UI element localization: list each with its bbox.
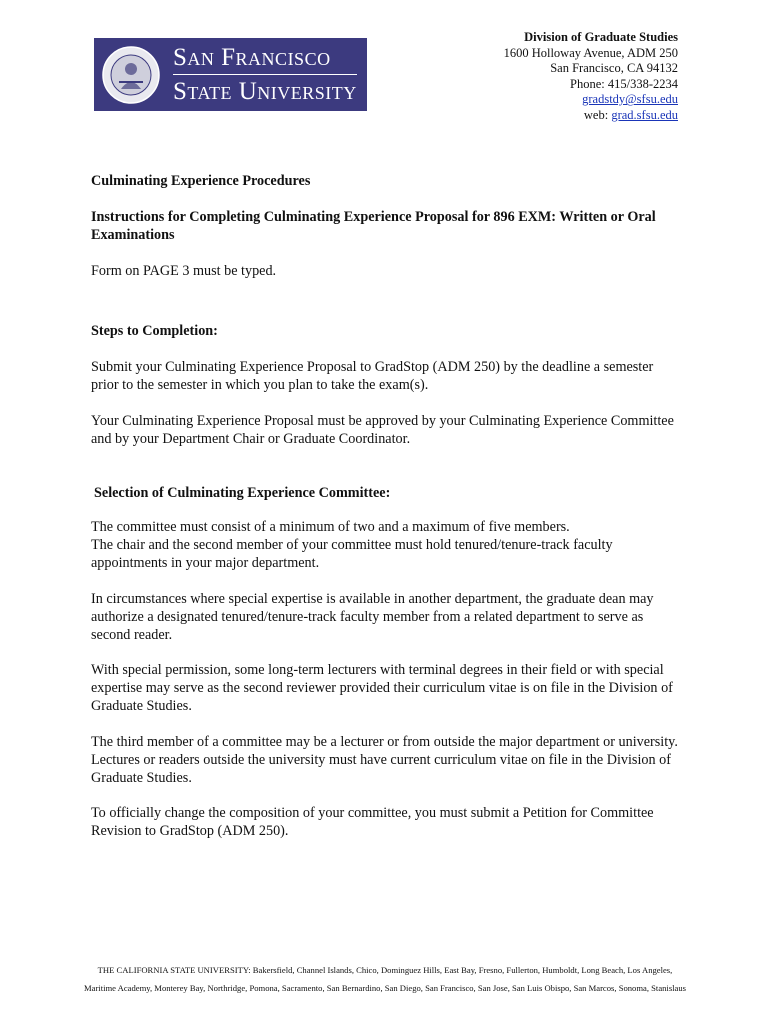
city-address: San Francisco, CA 94132: [550, 61, 678, 76]
web-link[interactable]: grad.sfsu.edu: [611, 107, 678, 122]
footer-campuses-line-1: THE CALIFORNIA STATE UNIVERSITY: Bakersfield, Channel Islands, Chico, Dominguez Hills, East Bay, Fresno, Fullerton, Humboldt, Long Beach, Los Angeles,: [97, 965, 673, 975]
committee-paragraph-4: The third member of a committee may be a lecturer or from outside the major department or university. Lectures or readers outside the university must have current curriculum vitae on file in the Division of Graduate Studies.: [91, 734, 678, 786]
steps-paragraph-1: Submit your Culminating Experience Proposal to GradStop (ADM 250) by the deadline a semester prior to the semester in which you plan to take the exam(s).: [91, 359, 654, 393]
logo-line-san-francisco: San Francisco: [173, 45, 357, 75]
university-logo: [94, 38, 367, 111]
street-address: 1600 Holloway Avenue, ADM 250: [503, 45, 678, 60]
footer-campuses-line-2: Maritime Academy, Monterey Bay, Northridge, Pomona, Sacramento, San Bernardino, San Diego, San Francisco, San Jose, San Luis Obispo, San Marcos, Sonoma, Stanislaus: [83, 983, 687, 993]
phone-number: Phone: 415/338-2234: [570, 76, 678, 91]
committee-paragraph-1a: The committee must consist of a minimum of two and a maximum of five members.: [91, 519, 570, 535]
email-link[interactable]: gradstdy@sfsu.edu: [582, 92, 678, 107]
contact-address-block: [504, 30, 678, 124]
logo-line-state-university: State University: [173, 78, 357, 105]
committee-paragraph-1b: The chair and the second member of your committee must hold tenured/tenure-track faculty appointments in your major department.: [91, 537, 613, 571]
web-label: web:: [583, 107, 612, 122]
page-heading: Culminating Experience Procedures: [91, 173, 311, 189]
committee-paragraph-2: In circumstances where special expertise is available in another department, the graduate dean may authorize a designated tenured/tenure-track faculty member from a related department to serve as second reader.: [91, 591, 654, 643]
steps-heading: Steps to Completion:: [91, 323, 218, 339]
instructions-heading: Instructions for Completing Culminating Experience Proposal for 896 EXM: Written or Oral Examinations: [91, 209, 656, 243]
form-note: Form on PAGE 3 must be typed.: [91, 263, 277, 279]
committee-paragraph-3: With special permission, some long-term lecturers with terminal degrees in their field or with special expertise may serve as the second reviewer provided their curriculum vitae is on file in the Division of Graduate Studies.: [91, 662, 673, 714]
committee-paragraph-5: To officially change the composition of your committee, you must submit a Petition for Committee Revision to GradStop (ADM 250).: [91, 805, 654, 839]
department-name: Division of Graduate Studies: [524, 30, 678, 44]
university-seal-icon: [101, 45, 161, 105]
committee-selection-heading: Selection of Culminating Experience Committee:: [94, 485, 391, 501]
steps-paragraph-2: Your Culminating Experience Proposal must be approved by your Culminating Experience Committee and by your Department Chair or Graduate Coordinator.: [91, 413, 674, 447]
